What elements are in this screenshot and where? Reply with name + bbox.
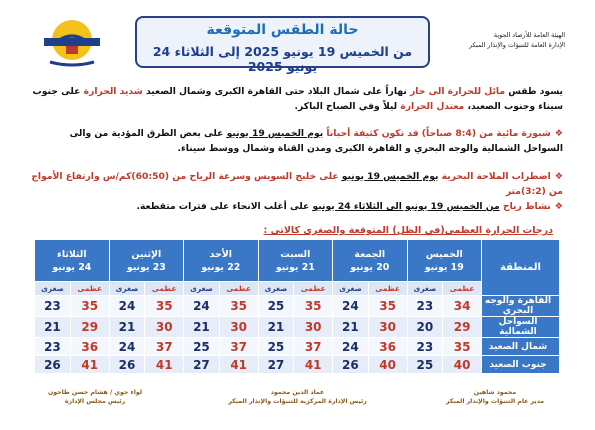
max-temp: 29 (70, 317, 109, 338)
p1-text-c: نهاراً على شمال البلاد حتى القاهرة الكبرى وشمال الصعيد (142, 86, 411, 97)
p2-text-c: على بعض الطرق المؤدية من والى السواحل الشمالية والوجه البحري و القاهرة الكبرى ومدن القناة وشمال ووسط سيناء. (69, 128, 563, 154)
p2-text-b: يوم الخميس 19 يونيو (226, 128, 324, 139)
p3-text-a: اضطراب الملاحة البحرية (438, 171, 551, 182)
p1-text-f: معتدل الحرارة (400, 101, 465, 112)
fog-warning-paragraph (33, 126, 563, 156)
min-temp: 25 (258, 338, 294, 356)
min-temp: 24 (333, 296, 369, 317)
table-header-row (35, 240, 560, 282)
min-temp: 26 (35, 356, 71, 374)
min-label: صغرى (184, 282, 220, 296)
day-name: الخميس (425, 248, 463, 260)
signature-name: لواء جوي / هشام حسن طاحون (47, 389, 143, 396)
temperature-table (34, 239, 560, 374)
day-date: 22 يونيو (201, 261, 241, 273)
region-name: القاهرة والوجه البحري (482, 296, 560, 317)
page-title: حالة الطقس المتوقعة (206, 22, 359, 38)
min-label: صغرى (258, 282, 294, 296)
max-temp: 36 (70, 338, 109, 356)
min-temp: 26 (109, 356, 145, 374)
day-header (258, 240, 332, 282)
min-temp: 23 (407, 338, 443, 356)
p4-text-a: نشاط رياح (499, 201, 551, 212)
max-label: عظمى (443, 282, 482, 296)
min-temp: 24 (184, 296, 220, 317)
max-temp: 29 (443, 317, 482, 338)
signature-general-manager (425, 388, 565, 406)
page-subtitle: من الخميس 19 يونيو 2025 إلى الثلاثاء 24 يونيو 2025 (152, 44, 413, 74)
max-temp: 40 (443, 356, 482, 374)
min-temp: 24 (109, 296, 145, 317)
signature-central-director (210, 388, 385, 406)
organization-name (415, 30, 565, 50)
max-label: عظمى (70, 282, 109, 296)
p2-text-a: شبورة مائية من (8:4 صباحاً) قد تكون كثيفة أحياناً (323, 128, 551, 139)
day-name: الإثنين (131, 248, 162, 260)
min-temp: 25 (258, 296, 294, 317)
p1-text-a: يسود طقس (505, 86, 563, 97)
min-temp: 21 (333, 317, 369, 338)
day-date: 19 يونيو (424, 261, 464, 273)
p1-text-g: ليلاً وفي الصباح الباكر. (294, 101, 401, 112)
max-temp: 37 (294, 338, 333, 356)
signature-title: رئيس الإدارة المركزية للتنبؤات والإنذار المبكر (228, 398, 367, 405)
max-temp: 37 (219, 338, 258, 356)
day-name: السبت (280, 248, 311, 260)
max-label: عظمى (219, 282, 258, 296)
diamond-bullet-icon: ❖ (554, 171, 563, 182)
p4-text-b: من الخميس 19 يونيو الى الثلاثاء 24 يونيو (312, 201, 500, 212)
max-temp: 40 (368, 356, 407, 374)
p3-text-c: على خليج السويس وسرعة الرياح من (60:50)كم/س وارتفاع الأمواج من (3:2)متر (31, 171, 563, 197)
min-temp: 24 (333, 338, 369, 356)
signature-name: محمود شاهين (473, 389, 517, 396)
max-label: عظمى (294, 282, 333, 296)
p1-text-d: شديد الحرارة (83, 86, 143, 97)
day-header (333, 240, 407, 282)
table-row (35, 356, 560, 374)
day-header (109, 240, 183, 282)
min-temp: 21 (184, 317, 220, 338)
day-header (184, 240, 258, 282)
max-temp: 35 (443, 338, 482, 356)
p4-text-c: على أغلب الانحاء على فترات متقطعة. (136, 201, 313, 212)
org-line-2: الإدارة العامة للتنبؤات والإنذار المبكر (468, 41, 565, 49)
table-row (35, 317, 560, 338)
day-header (407, 240, 481, 282)
max-label: عظمى (368, 282, 407, 296)
table-row (35, 296, 560, 317)
signature-title: مدير عام التنبؤات والإنذار المبكر (445, 398, 545, 405)
max-temp: 41 (145, 356, 184, 374)
min-label: صغرى (333, 282, 369, 296)
day-date: 21 يونيو (275, 261, 315, 273)
max-temp: 37 (145, 338, 184, 356)
signature-chairman (30, 388, 160, 406)
signature-title: رئيس مجلس الإدارة (64, 398, 126, 405)
day-date: 20 يونيو (350, 261, 390, 273)
day-name: الأحد (209, 248, 232, 260)
day-header (35, 240, 110, 282)
max-temp: 41 (219, 356, 258, 374)
max-temp: 35 (219, 296, 258, 317)
table-row (35, 338, 560, 356)
marine-warning-paragraph (23, 169, 563, 199)
title-box (135, 16, 430, 74)
region-name: جنوب الصعيد (482, 356, 560, 374)
temperature-section-title: درجات الحرارة العظمى(في الظل) المتوقعة والصغرى كالاتى : (263, 225, 553, 236)
max-temp: 30 (219, 317, 258, 338)
p1-text-e: على جنوب سيناء وجنوب الصعيد، (32, 86, 563, 112)
max-temp: 41 (70, 356, 109, 374)
day-date: 23 يونيو (126, 261, 166, 273)
min-label: صغرى (109, 282, 145, 296)
region-name: السواحل الشمالية (482, 317, 560, 338)
min-temp: 25 (184, 338, 220, 356)
day-date: 24 يونيو (52, 261, 92, 273)
max-temp: 35 (70, 296, 109, 317)
table-subheader-row (35, 282, 560, 296)
min-temp: 23 (35, 338, 71, 356)
max-temp: 36 (368, 338, 407, 356)
min-temp: 20 (407, 317, 443, 338)
min-temp: 27 (258, 356, 294, 374)
max-label: عظمى (145, 282, 184, 296)
min-temp: 23 (35, 296, 71, 317)
min-temp: 21 (109, 317, 145, 338)
p1-text-b: مائل للحرارة الى حار (410, 86, 506, 97)
min-label: صغرى (35, 282, 71, 296)
min-temp: 26 (333, 356, 369, 374)
day-name: الجمعة (354, 248, 386, 260)
max-temp: 35 (368, 296, 407, 317)
max-temp: 41 (294, 356, 333, 374)
max-temp: 30 (368, 317, 407, 338)
p3-text-b: يوم الخميس 19 يونيو (341, 171, 439, 182)
signature-name: عماد الدين محمود (270, 389, 325, 396)
max-temp: 30 (294, 317, 333, 338)
max-temp: 34 (443, 296, 482, 317)
min-temp: 27 (184, 356, 220, 374)
diamond-bullet-icon: ❖ (554, 201, 563, 212)
min-temp: 23 (407, 296, 443, 317)
region-column-header: المنطقة (482, 240, 560, 296)
min-label: صغرى (407, 282, 443, 296)
org-line-1: الهيئة العامة للأرصاد الجوية (493, 31, 565, 39)
min-temp: 25 (407, 356, 443, 374)
min-temp: 21 (35, 317, 71, 338)
day-name: الثلاثاء (57, 248, 87, 260)
egyptian-meteorological-authority-logo-icon (40, 14, 104, 70)
diamond-bullet-icon: ❖ (554, 128, 563, 139)
max-temp: 35 (145, 296, 184, 317)
region-name: شمال الصعيد (482, 338, 560, 356)
min-temp: 24 (109, 338, 145, 356)
max-temp: 30 (145, 317, 184, 338)
min-temp: 21 (258, 317, 294, 338)
max-temp: 35 (294, 296, 333, 317)
general-weather-paragraph (23, 84, 563, 114)
wind-activity-paragraph (23, 199, 563, 214)
